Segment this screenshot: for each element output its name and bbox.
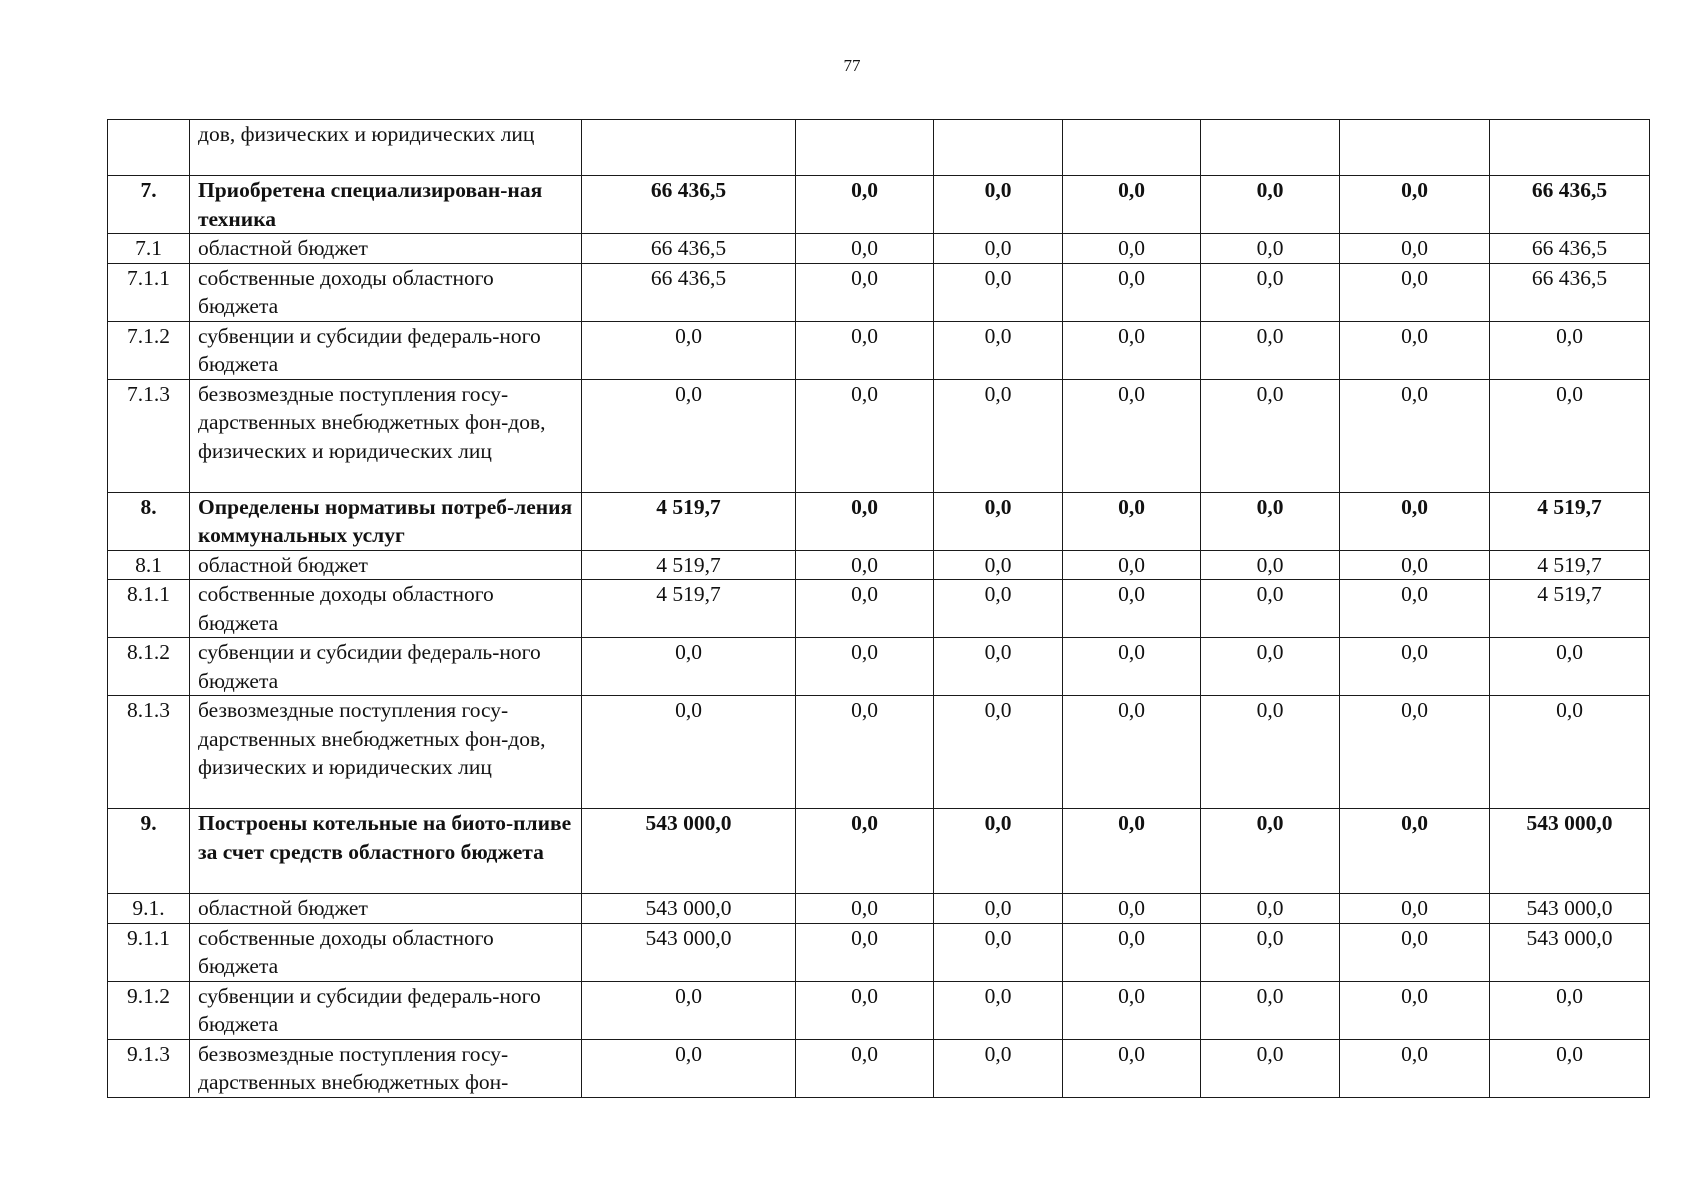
value-cell: 0,0 xyxy=(1201,379,1340,492)
value-cell: 0,0 xyxy=(934,550,1063,580)
value-cell: 0,0 xyxy=(934,923,1063,981)
value-cell: 0,0 xyxy=(1063,263,1201,321)
value-cell xyxy=(1063,120,1201,176)
value-cell: 0,0 xyxy=(1201,894,1340,924)
value-cell: 0,0 xyxy=(582,379,796,492)
value-cell: 0,0 xyxy=(796,321,934,379)
table-row xyxy=(108,120,1650,176)
page-number: 77 xyxy=(843,56,861,75)
value-cell: 0,0 xyxy=(1063,696,1201,809)
value-cell xyxy=(1340,120,1490,176)
value-cell: 0,0 xyxy=(1340,263,1490,321)
row-number-cell: 7.1.2 xyxy=(108,321,190,379)
value-cell: 0,0 xyxy=(934,638,1063,696)
value-cell: 0,0 xyxy=(796,923,934,981)
value-cell: 0,0 xyxy=(1201,809,1340,894)
value-cell: 0,0 xyxy=(1201,981,1340,1039)
table-row xyxy=(108,176,1650,234)
row-description-cell: субвенции и субсидии федераль-ного бюджета xyxy=(190,321,582,379)
value-cell: 0,0 xyxy=(1490,379,1650,492)
value-cell: 0,0 xyxy=(1063,1039,1201,1097)
value-cell: 0,0 xyxy=(1063,638,1201,696)
value-cell: 0,0 xyxy=(796,550,934,580)
value-cell: 66 436,5 xyxy=(1490,263,1650,321)
row-description-cell: Приобретена специализирован-ная техника xyxy=(190,176,582,234)
value-cell: 66 436,5 xyxy=(582,263,796,321)
row-number-cell: 9.1.1 xyxy=(108,923,190,981)
value-cell: 0,0 xyxy=(1063,809,1201,894)
value-cell: 0,0 xyxy=(1340,234,1490,264)
value-cell: 0,0 xyxy=(582,1039,796,1097)
value-cell: 0,0 xyxy=(1340,321,1490,379)
value-cell: 543 000,0 xyxy=(582,923,796,981)
value-cell: 0,0 xyxy=(934,1039,1063,1097)
row-description-cell: областной бюджет xyxy=(190,550,582,580)
value-cell: 0,0 xyxy=(1340,176,1490,234)
value-cell: 0,0 xyxy=(582,981,796,1039)
table-row xyxy=(108,550,1650,580)
row-description-cell: субвенции и субсидии федераль-ного бюджета xyxy=(190,981,582,1039)
value-cell: 0,0 xyxy=(1340,638,1490,696)
value-cell: 0,0 xyxy=(1063,379,1201,492)
row-number-cell: 7.1.3 xyxy=(108,379,190,492)
value-cell: 0,0 xyxy=(796,1039,934,1097)
table-row xyxy=(108,321,1650,379)
value-cell: 66 436,5 xyxy=(1490,176,1650,234)
row-description-cell: дов, физических и юридических лиц xyxy=(190,120,582,176)
value-cell xyxy=(796,120,934,176)
value-cell xyxy=(1490,120,1650,176)
row-description-cell: областной бюджет xyxy=(190,234,582,264)
value-cell: 0,0 xyxy=(796,981,934,1039)
value-cell: 0,0 xyxy=(934,809,1063,894)
row-number-cell: 7.1.1 xyxy=(108,263,190,321)
table-row xyxy=(108,923,1650,981)
value-cell: 543 000,0 xyxy=(582,809,796,894)
value-cell: 4 519,7 xyxy=(1490,550,1650,580)
value-cell: 0,0 xyxy=(1063,321,1201,379)
value-cell: 0,0 xyxy=(1201,550,1340,580)
table-body xyxy=(108,120,1650,1098)
value-cell: 0,0 xyxy=(934,234,1063,264)
table-row xyxy=(108,638,1650,696)
value-cell: 0,0 xyxy=(582,321,796,379)
row-number-cell: 8.1.1 xyxy=(108,580,190,638)
table-row xyxy=(108,492,1650,550)
row-description-cell: субвенции и субсидии федераль-ного бюджета xyxy=(190,638,582,696)
value-cell: 0,0 xyxy=(582,638,796,696)
value-cell: 0,0 xyxy=(1201,923,1340,981)
table-row xyxy=(108,580,1650,638)
value-cell: 0,0 xyxy=(796,234,934,264)
table-row xyxy=(108,234,1650,264)
value-cell: 0,0 xyxy=(1063,923,1201,981)
value-cell: 0,0 xyxy=(796,379,934,492)
row-description-cell: собственные доходы областного бюджета xyxy=(190,580,582,638)
value-cell: 0,0 xyxy=(1201,234,1340,264)
row-number-cell: 7.1 xyxy=(108,234,190,264)
value-cell: 0,0 xyxy=(1490,1039,1650,1097)
row-description-cell: Определены нормативы потреб-ления коммунальных услуг xyxy=(190,492,582,550)
value-cell: 0,0 xyxy=(934,580,1063,638)
table-row xyxy=(108,894,1650,924)
value-cell: 0,0 xyxy=(1201,1039,1340,1097)
value-cell: 0,0 xyxy=(1063,550,1201,580)
value-cell: 0,0 xyxy=(1201,580,1340,638)
value-cell: 0,0 xyxy=(934,321,1063,379)
row-description-cell: безвозмездные поступления госу-дарственных внебюджетных фон- xyxy=(190,1039,582,1097)
value-cell: 0,0 xyxy=(1063,894,1201,924)
value-cell: 0,0 xyxy=(1340,580,1490,638)
table-row xyxy=(108,981,1650,1039)
row-number-cell: 8.1.2 xyxy=(108,638,190,696)
value-cell: 0,0 xyxy=(796,263,934,321)
value-cell: 0,0 xyxy=(934,696,1063,809)
value-cell: 0,0 xyxy=(796,638,934,696)
value-cell: 0,0 xyxy=(796,492,934,550)
value-cell: 0,0 xyxy=(1063,176,1201,234)
value-cell: 0,0 xyxy=(1201,492,1340,550)
value-cell: 0,0 xyxy=(1340,981,1490,1039)
value-cell: 0,0 xyxy=(1340,809,1490,894)
table-row xyxy=(108,263,1650,321)
row-description-cell: безвозмездные поступления госу-дарственных внебюджетных фон-дов, физических и юридических лиц xyxy=(190,379,582,492)
value-cell xyxy=(582,120,796,176)
value-cell: 4 519,7 xyxy=(1490,492,1650,550)
value-cell: 0,0 xyxy=(582,696,796,809)
table-row xyxy=(108,379,1650,492)
value-cell: 4 519,7 xyxy=(582,580,796,638)
value-cell: 543 000,0 xyxy=(1490,894,1650,924)
value-cell: 66 436,5 xyxy=(582,176,796,234)
row-number-cell: 8.1.3 xyxy=(108,696,190,809)
value-cell: 4 519,7 xyxy=(582,492,796,550)
row-description-cell: собственные доходы областного бюджета xyxy=(190,923,582,981)
value-cell: 66 436,5 xyxy=(582,234,796,264)
table-row xyxy=(108,809,1650,894)
value-cell: 0,0 xyxy=(1063,580,1201,638)
value-cell: 0,0 xyxy=(1490,696,1650,809)
value-cell: 543 000,0 xyxy=(1490,923,1650,981)
value-cell: 0,0 xyxy=(1063,981,1201,1039)
row-description-cell: собственные доходы областного бюджета xyxy=(190,263,582,321)
table-row xyxy=(108,1039,1650,1097)
row-number-cell: 7. xyxy=(108,176,190,234)
value-cell: 543 000,0 xyxy=(582,894,796,924)
value-cell: 0,0 xyxy=(1201,638,1340,696)
value-cell: 0,0 xyxy=(1340,1039,1490,1097)
value-cell: 0,0 xyxy=(934,263,1063,321)
row-number-cell: 8.1 xyxy=(108,550,190,580)
value-cell: 0,0 xyxy=(934,379,1063,492)
value-cell: 0,0 xyxy=(934,894,1063,924)
value-cell: 0,0 xyxy=(796,580,934,638)
value-cell: 0,0 xyxy=(1340,696,1490,809)
value-cell: 0,0 xyxy=(934,981,1063,1039)
value-cell: 0,0 xyxy=(1340,923,1490,981)
value-cell xyxy=(1201,120,1340,176)
value-cell: 0,0 xyxy=(1490,638,1650,696)
value-cell: 0,0 xyxy=(934,176,1063,234)
row-description-cell: областной бюджет xyxy=(190,894,582,924)
value-cell: 0,0 xyxy=(1490,981,1650,1039)
value-cell: 543 000,0 xyxy=(1490,809,1650,894)
row-number-cell: 9. xyxy=(108,809,190,894)
row-number-cell: 8. xyxy=(108,492,190,550)
value-cell: 0,0 xyxy=(796,809,934,894)
value-cell: 0,0 xyxy=(1340,379,1490,492)
row-number-cell: 9.1.2 xyxy=(108,981,190,1039)
row-number-cell: 9.1. xyxy=(108,894,190,924)
row-description-cell: Построены котельные на биото-пливе за счет средств областного бюджета xyxy=(190,809,582,894)
value-cell: 66 436,5 xyxy=(1490,234,1650,264)
value-cell: 0,0 xyxy=(934,492,1063,550)
value-cell: 0,0 xyxy=(1340,492,1490,550)
value-cell: 0,0 xyxy=(1490,321,1650,379)
table-row xyxy=(108,696,1650,809)
row-description-cell: безвозмездные поступления госу-дарственных внебюджетных фон-дов, физических и юридических лиц xyxy=(190,696,582,809)
value-cell: 0,0 xyxy=(1063,234,1201,264)
row-number-cell xyxy=(108,120,190,176)
value-cell: 0,0 xyxy=(1340,894,1490,924)
value-cell: 4 519,7 xyxy=(1490,580,1650,638)
value-cell: 0,0 xyxy=(1063,492,1201,550)
value-cell: 0,0 xyxy=(796,176,934,234)
value-cell: 0,0 xyxy=(1201,696,1340,809)
value-cell: 0,0 xyxy=(1340,550,1490,580)
value-cell: 0,0 xyxy=(1201,321,1340,379)
value-cell: 0,0 xyxy=(796,894,934,924)
value-cell: 0,0 xyxy=(1201,176,1340,234)
value-cell: 0,0 xyxy=(796,696,934,809)
value-cell xyxy=(934,120,1063,176)
budget-table xyxy=(107,119,1650,1098)
row-number-cell: 9.1.3 xyxy=(108,1039,190,1097)
value-cell: 4 519,7 xyxy=(582,550,796,580)
value-cell: 0,0 xyxy=(1201,263,1340,321)
